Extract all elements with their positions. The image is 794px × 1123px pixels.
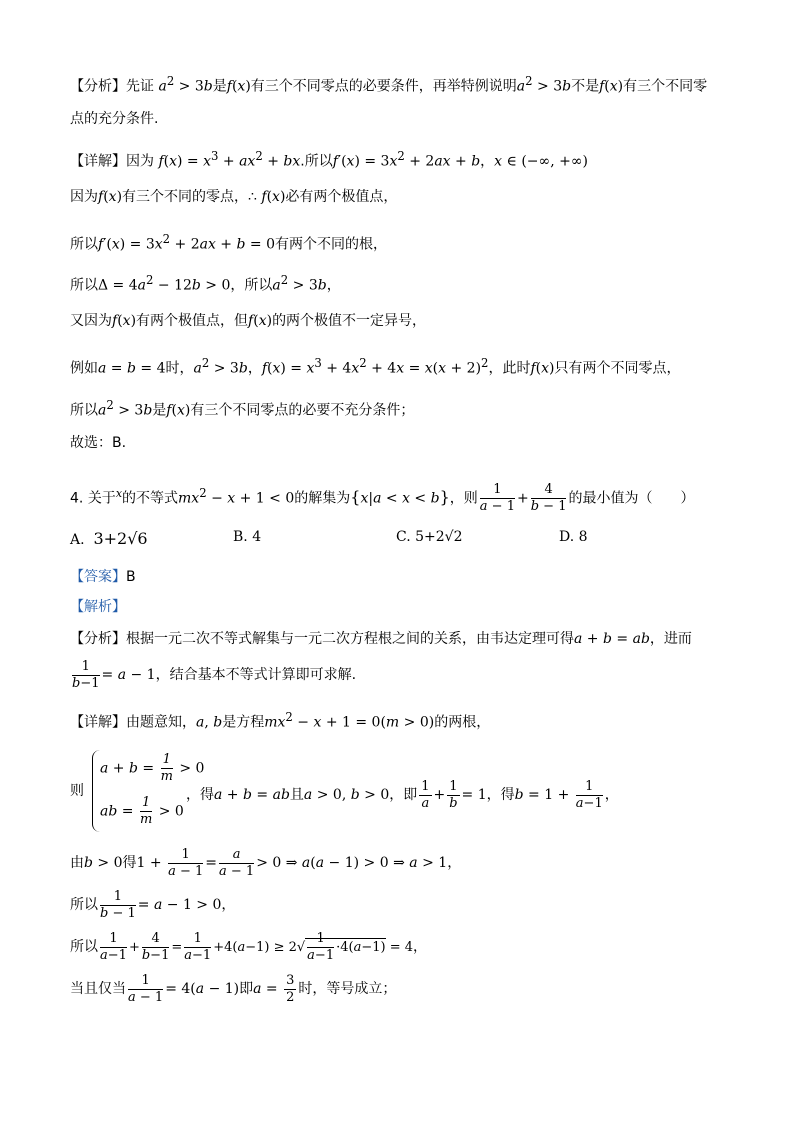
- text: ，: [326, 277, 341, 294]
- fraction: $\frac{1}{m}$: [139, 795, 153, 827]
- text: 的最小值为（ ）: [568, 490, 695, 507]
- detail-1-line-2: 因为f(x)有三个不同的零点，∴ f(x)必有两个极值点，: [70, 189, 398, 205]
- answer-line: [70, 566, 754, 588]
- option-value: 8: [578, 529, 588, 545]
- option-value: 3+2√6: [93, 529, 148, 548]
- text: 且: [289, 787, 304, 803]
- sys-prefix: 则: [70, 783, 84, 799]
- fraction: $\frac{1}{a}$: [421, 778, 430, 811]
- fraction: $\frac{1}{a-1}$: [575, 778, 603, 811]
- text: 只有两个不同零点，: [554, 360, 681, 377]
- detail-2-line-6: 当且仅当 $\frac{1}{a - 1}$ = 4(a − 1)即a = $\frac{3}{2}$ 时，等号成立；: [70, 972, 397, 1005]
- text: 当且仅当: [70, 981, 126, 997]
- text: 因为: [70, 189, 98, 205]
- fraction: $\frac{1}{a-1}$: [100, 931, 127, 963]
- text: 有三个不同零点的必要不充分条件；: [190, 402, 415, 419]
- fraction: $\frac{3}{2}$: [286, 972, 295, 1005]
- text: 所以: [70, 402, 98, 419]
- analysis-1-line-2: 点的充分条件.: [70, 111, 159, 127]
- fraction: $\frac{4}{b-1}$: [141, 931, 170, 963]
- text: 是: [212, 78, 227, 95]
- text: ，: [413, 939, 428, 955]
- text: 由: [70, 855, 84, 871]
- option-label: D.: [559, 529, 575, 545]
- fraction: $\frac{1}{a - 1}$: [168, 846, 204, 879]
- detail-2-line-1: 【详解】由题意知，a, b是方程$mx^2 - x + 1 = 0(m > 0)$的两根，: [70, 710, 491, 731]
- text: 是: [152, 402, 167, 419]
- text: 有两个不同的根，: [275, 236, 388, 253]
- jiexi-tag: 【解析】: [70, 599, 126, 615]
- text: 的解集为: [294, 490, 351, 507]
- text: 所以: [70, 939, 98, 955]
- fraction: $\frac{4}{b - 1}$: [530, 482, 567, 515]
- text: 所以: [70, 236, 98, 253]
- text: 有两个极值点，但: [136, 313, 249, 329]
- detail-1-line-6: 例如a = b = 4时，$a^2 > 3b$，$f(x) = x^3 + 4x^2 + 4x = x(x + 2)^2$，此时f(x)只有两个不同零点，: [70, 356, 681, 377]
- text: 有三个不同零点的必要条件，再举特例说明: [250, 78, 517, 95]
- detail-2-line-5: 所以 $\frac{1}{a-1}$ + $\frac{4}{b-1}$ = $\frac{1}{a-1}$ +4(a−1) ≥ 2√ $\frac{1}{a-1}$ ·4(a−1) = 4，: [70, 931, 428, 963]
- text: 不是: [571, 78, 600, 95]
- detail-2-line-4: 所以 $\frac{1}{b - 1}$ = a − 1 > 0，: [70, 888, 236, 921]
- detail-1-line-7: 所以$a^2 > 3b$是f(x)有三个不同零点的必要不充分条件；: [70, 398, 415, 419]
- question-4: 4. 关于$^x$的不等式$mx^2 - x + 1 < 0$的解集为{x|a < x < b}，则 $\frac{1}{a - 1}$ + $\frac{4}{b - 1}$ 的最小值为（ ）: [70, 482, 695, 515]
- text: 有三个不同零: [623, 78, 708, 95]
- text: ，: [247, 360, 262, 377]
- fraction: $\frac{1}{a-1}$: [184, 931, 212, 963]
- text: 所以: [70, 897, 98, 913]
- text: 由题意知，: [126, 714, 196, 731]
- text: ，: [604, 787, 619, 803]
- text: 必有两个极值点，: [285, 189, 398, 205]
- text: ，: [447, 855, 462, 871]
- text: ，即: [389, 787, 418, 803]
- fraction: $\frac{1}{b - 1}$: [100, 888, 136, 921]
- sqrt-expression: $\frac{1}{a-1}$ ·4(a−1): [307, 931, 386, 963]
- text: ，结合基本不等式计算即可求解.: [155, 667, 357, 683]
- detail-2-line-3: 由b > 0得1 + $\frac{1}{a - 1}$ = $\frac{a}{a - 1}$ > 0 ⇒ a(a − 1) > 0 ⇒ a > 1，: [70, 846, 462, 879]
- option-a: [70, 529, 148, 548]
- text: 的两根，: [434, 714, 491, 731]
- text: ，进而: [649, 631, 692, 647]
- detail-1-line-3: 所以$f'(x) = 3x^2 + 2ax + b = 0$有两个不同的根，: [70, 232, 388, 253]
- option-label: C.: [396, 529, 411, 545]
- fraction: $\frac{1}{m}$: [160, 752, 173, 784]
- detail-tag: 【详解】: [70, 714, 126, 731]
- text: 得: [122, 855, 137, 871]
- text: 例如: [70, 360, 98, 377]
- analysis-tag: 【分析】: [70, 631, 126, 647]
- text: ，所以: [230, 277, 273, 294]
- analysis-2-line-1: 【分析】根据一元二次不等式解集与一元二次方程根之间的关系，由韦达定理可得a + b = ab，进而: [70, 631, 692, 647]
- text: ，得: [486, 787, 515, 803]
- analysis-1-line-1: 【分析】先证 $a^2 > 3b$是f(x)有三个不同零点的必要条件，再举特例说明$a^2 > 3b$不是f(x)有三个不同零: [70, 74, 708, 95]
- option-c: [396, 529, 463, 545]
- detail-1-line-4: 所以$\Delta = 4a^2 - 12b > 0$，所以$a^2 > 3b$，: [70, 273, 341, 294]
- question-number: 4.: [70, 490, 88, 507]
- system-row-2: ab = $\frac{1}{m}$ > 0: [100, 795, 184, 827]
- text: 的不等式: [122, 490, 179, 507]
- option-value: 4: [252, 529, 262, 545]
- text: 先证: [126, 78, 154, 95]
- text: ，则: [449, 490, 478, 507]
- text: 因为: [126, 153, 154, 170]
- text: ，得: [186, 787, 214, 803]
- text: .所以: [300, 153, 333, 170]
- text: 的两个极值不一定异号，: [272, 313, 427, 329]
- analysis-tag: 【分析】: [70, 78, 126, 95]
- option-value: 5+2√2: [415, 529, 463, 545]
- text: 根据一元二次不等式解集与一元二次方程根之间的关系，由韦达定理可得: [126, 631, 574, 647]
- text: ，此时: [488, 360, 531, 377]
- text: 时，等号成立；: [298, 981, 397, 997]
- detail-1-line-1: 【详解】因为 $f(x) = x^3 + ax^2$ + bx.所以$f'(x) = 3x^2 + 2ax + b$，x ∈ (−∞, +∞): [70, 149, 588, 170]
- text: 又因为: [70, 313, 112, 329]
- text: 有三个不同的零点，: [122, 189, 249, 205]
- option-b: [233, 529, 261, 545]
- fraction: $\frac{a}{a - 1}$: [219, 846, 255, 879]
- detail-1-line-5: 又因为f(x)有两个极值点，但f(x)的两个极值不一定异号，: [70, 313, 427, 329]
- fraction: $\frac{1}{a - 1}$: [479, 482, 515, 515]
- text: 时，: [165, 360, 194, 377]
- detail-1-line-8: 故选：B.: [70, 435, 127, 451]
- fraction: $\frac{1}{b-1}$: [72, 658, 100, 691]
- option-d: [559, 529, 588, 545]
- fraction: $\frac{1}{a-1}$: [307, 931, 335, 963]
- system-row-1: a + b = $\frac{1}{m}$ > 0: [100, 752, 205, 784]
- detail-tag: 【详解】: [70, 153, 126, 170]
- option-label: B.: [233, 529, 248, 545]
- text: ，: [480, 153, 495, 170]
- option-label: A.: [70, 532, 85, 548]
- text: ，: [221, 897, 236, 913]
- text: 所以: [70, 277, 98, 294]
- answer-value: B: [126, 569, 136, 585]
- text: 是方程: [222, 714, 265, 731]
- text: 即: [239, 981, 254, 997]
- analysis-2-line-2: $\frac{1}{b-1}$ = a − 1，结合基本不等式计算即可求解.: [72, 658, 357, 691]
- fraction: $\frac{1}{b}$: [449, 778, 458, 811]
- answer-tag: 【答案】: [70, 569, 126, 585]
- system-conclusion: ，得a + b = ab且a > 0, b > 0，即 $\frac{1}{a}$ + $\frac{1}{b}$ = 1，得b = 1 + $\frac{1}{a-1}$ ，: [186, 778, 619, 811]
- text: 关于: [87, 490, 116, 507]
- fraction: $\frac{1}{a - 1}$: [128, 972, 164, 1005]
